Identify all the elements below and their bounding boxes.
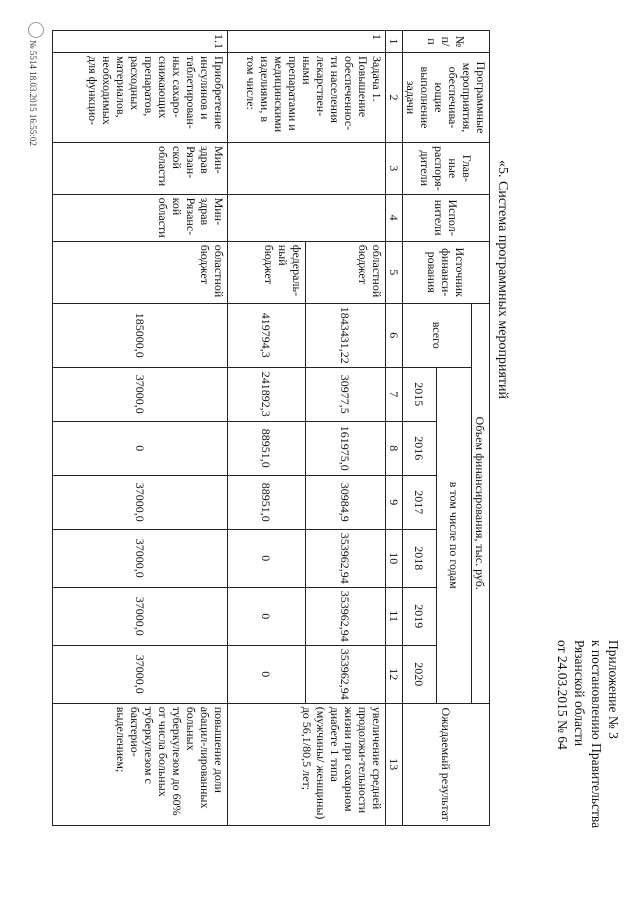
colnum-cell: 11 xyxy=(386,587,403,645)
section-title: «5. Система программных мероприятий xyxy=(495,160,510,400)
appendix-header xyxy=(554,640,622,860)
row-source: федераль-ный бюджет xyxy=(228,241,306,303)
header-total: всего xyxy=(403,303,472,367)
header-executors: Испол-нители xyxy=(403,194,490,241)
colnum-cell: 5 xyxy=(386,241,403,303)
appendix-line3: Рязанской области xyxy=(572,640,587,747)
row-total: 185000,0 xyxy=(53,303,228,367)
row-measure: Задача 1. Повышение обеспеченнос-ти населения лекарствен-ными препаратами и медицинскими изделиями, в том числе: xyxy=(228,53,386,143)
program-measures-table xyxy=(52,30,490,826)
header-source: Источник финанси-рования xyxy=(403,241,490,303)
appendix-line1: Приложение № 3 xyxy=(606,640,621,739)
header-year-2015: 2015 xyxy=(403,367,437,421)
header-year-2018: 2018 xyxy=(403,529,437,587)
row-measure: Приобретение инсулинов и таблетирован-ных сахаро-снижающих препаратов, расходных материалов, необходимых для функцио- xyxy=(53,53,228,143)
row-num: 1.1 xyxy=(53,31,228,53)
row-result: повышение доли абацил-лированных больных туберкулезом до 60% от числа больных туберкулезом с бактерио-выделением; xyxy=(53,703,228,825)
registration-footer: № 5514 18.03.2015 16:55:02 xyxy=(28,40,38,146)
row-executor xyxy=(228,194,386,241)
row-num: 1 xyxy=(228,31,386,53)
colnum-cell: 12 xyxy=(386,645,403,703)
row-y2018: 353962,94 xyxy=(306,529,386,587)
table-row xyxy=(306,31,386,826)
header-managers: Глав-ные распоря-дители xyxy=(403,143,490,195)
colnum-cell: 9 xyxy=(386,475,403,529)
row-y2015: 30977,5 xyxy=(306,367,386,421)
row-y2015: 241892,3 xyxy=(228,367,306,421)
header-result: Ожидаемый результат xyxy=(403,703,490,825)
header-year-2020: 2020 xyxy=(403,645,437,703)
header-year-2017: 2017 xyxy=(403,475,437,529)
row-y2019: 353962,94 xyxy=(306,587,386,645)
row-y2018: 37000,0 xyxy=(53,529,228,587)
colnum-cell: 8 xyxy=(386,421,403,475)
colnum-cell: 6 xyxy=(386,303,403,367)
row-result: увеличение средней продолжи-тельности жизни при сахарном диабете 1 типа (мужчины/ женщины) до 56,1/80,5 лет; xyxy=(228,703,386,825)
row-y2016: 0 xyxy=(53,421,228,475)
row-y2020: 37000,0 xyxy=(53,645,228,703)
colnum-cell: 2 xyxy=(386,53,403,143)
row-y2015: 37000,0 xyxy=(53,367,228,421)
appendix-line4: от 24.03.2015 № 64 xyxy=(555,640,570,750)
stamp-icon xyxy=(28,22,44,38)
row-y2017: 88951,0 xyxy=(228,475,306,529)
row-y2020: 0 xyxy=(228,645,306,703)
appendix-line2: к постановлению Правительства xyxy=(589,640,604,829)
colnum-cell: 7 xyxy=(386,367,403,421)
column-numbers-row xyxy=(386,31,403,826)
row-y2016: 161975,0 xyxy=(306,421,386,475)
colnum-cell: 3 xyxy=(386,143,403,195)
row-y2017: 30984,9 xyxy=(306,475,386,529)
colnum-cell: 1 xyxy=(386,31,403,53)
row-y2020: 353962,94 xyxy=(306,645,386,703)
row-manager xyxy=(228,143,386,195)
row-total: 1843431,22 xyxy=(306,303,386,367)
row-source: областной бюджет xyxy=(306,241,386,303)
colnum-cell: 10 xyxy=(386,529,403,587)
row-executor: Мин-здрав Рязанс-кой области xyxy=(53,194,228,241)
row-y2019: 37000,0 xyxy=(53,587,228,645)
colnum-cell: 13 xyxy=(386,703,403,825)
header-year-2016: 2016 xyxy=(403,421,437,475)
table-row xyxy=(53,31,228,826)
colnum-cell: 4 xyxy=(386,194,403,241)
header-measures: Программные мероприятия, обеспечива-ющие выполнение задачи xyxy=(403,53,490,143)
row-total: 419794,3 xyxy=(228,303,306,367)
header-num: № п/п xyxy=(403,31,490,53)
row-y2016: 88951,0 xyxy=(228,421,306,475)
header-volume: Объем финансирования, тыс. руб. xyxy=(472,303,490,703)
header-by-years: в том числе по годам xyxy=(437,367,472,703)
row-y2019: 0 xyxy=(228,587,306,645)
row-y2018: 0 xyxy=(228,529,306,587)
row-source: областной бюджет xyxy=(53,241,228,303)
row-manager: Мин-здрав Рязан-ской области xyxy=(53,143,228,195)
row-y2017: 37000,0 xyxy=(53,475,228,529)
header-year-2019: 2019 xyxy=(403,587,437,645)
